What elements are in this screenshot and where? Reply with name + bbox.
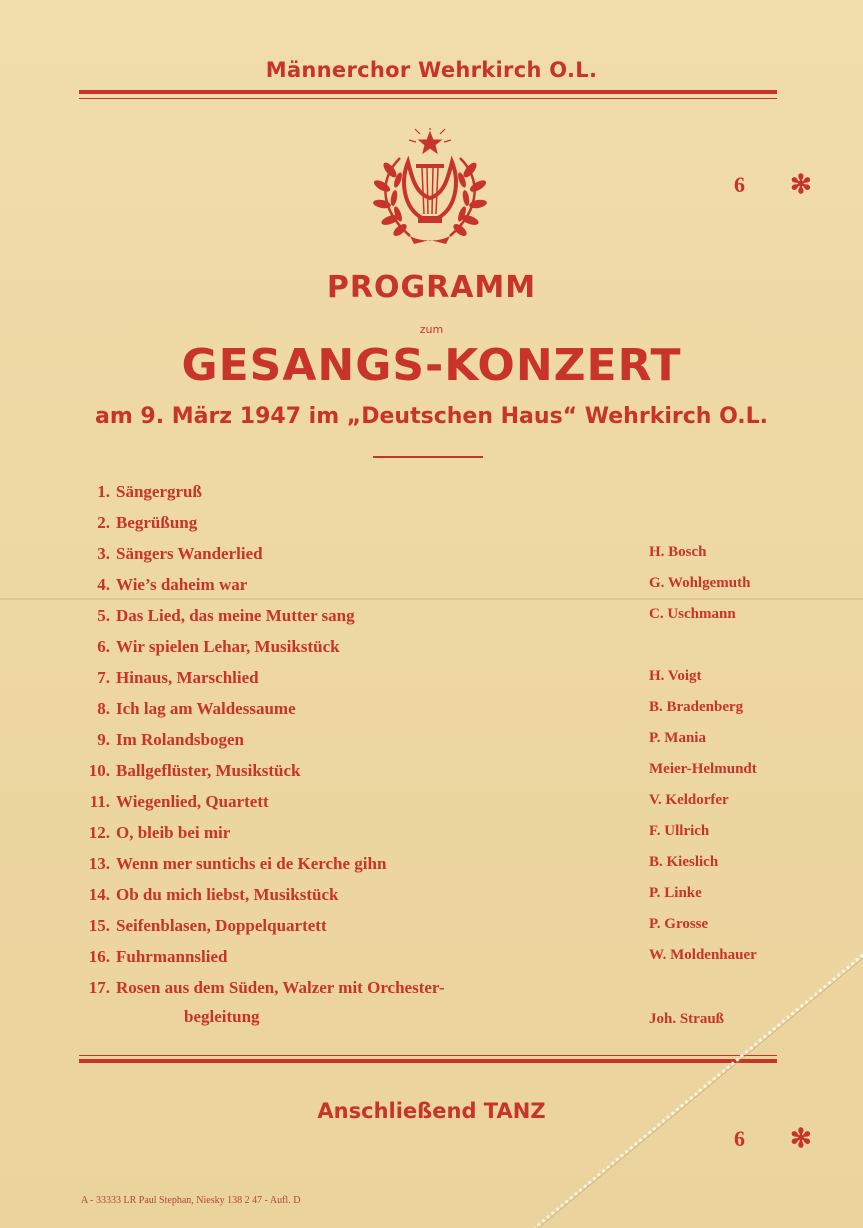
item-title: Rosen aus dem Süden, Walzer mit Orchester-: [116, 978, 445, 997]
item-composer: C. Uschmann: [649, 606, 736, 622]
item-composer: F. Ullrich: [649, 823, 710, 839]
item-composer: W. Moldenhauer: [649, 947, 757, 963]
item-title: Ob du mich liebst, Musikstück: [116, 885, 339, 904]
item-number: 16.: [88, 947, 110, 966]
item-title: Ich lag am Waldessaume: [116, 699, 296, 718]
item-title: Wir spielen Lehar, Musikstück: [116, 637, 340, 656]
item-composer: B. Bradenberg: [649, 699, 744, 715]
item-number: 17.: [88, 978, 110, 997]
date-line: am 9. März 1947 im „Deutschen Haus“ Wehrkirch O.L.: [94, 404, 769, 429]
item-composer: H. Voigt: [649, 668, 702, 684]
item-number: 10.: [88, 761, 110, 780]
page-number-bottom: 6: [734, 1126, 745, 1151]
item-title: Wie’s daheim war: [116, 575, 248, 594]
item-title: Begrüßung: [116, 513, 198, 532]
item-title: Hinaus, Marschlied: [116, 668, 259, 687]
item-composer: H. Bosch: [649, 544, 707, 560]
item-title: Sängers Wanderlied: [116, 544, 263, 563]
item-composer: G. Wohlgemuth: [649, 575, 751, 591]
item-number: 12.: [88, 823, 110, 842]
zum-label: zum: [419, 323, 444, 336]
item-title: Seifenblasen, Doppelquartett: [116, 916, 327, 935]
item-number: 6.: [97, 637, 110, 656]
item-composer: B. Kieslich: [649, 854, 719, 870]
item-composer: P. Mania: [649, 730, 706, 746]
item-composer: Meier-Helmundt: [649, 761, 757, 777]
item-number: 15.: [88, 916, 110, 935]
item-composer: P. Linke: [649, 885, 702, 901]
asterisk-icon: ✻: [790, 1124, 812, 1153]
programm-heading: PROGRAMM: [326, 270, 537, 305]
printer-imprint: A - 33333 LR Paul Stephan, Niesky 138 2 47 - Aufl. D: [81, 1195, 301, 1206]
club-name: Männerchor Wehrkirch O.L.: [265, 58, 598, 82]
item-number: 9.: [97, 730, 110, 749]
item-title: Fuhrmannslied: [116, 947, 228, 966]
item-composer: P. Grosse: [649, 916, 709, 932]
item-number: 3.: [97, 544, 110, 563]
item-composer: Joh. Strauß: [649, 1011, 725, 1027]
item-number: 7.: [97, 668, 110, 687]
item-number: 2.: [97, 513, 110, 532]
item-number: 4.: [97, 575, 110, 594]
asterisk-icon: ✻: [790, 170, 812, 199]
page-number-top: 6: [734, 172, 745, 197]
item-title: Ballgeflüster, Musikstück: [116, 761, 301, 780]
item-title: Das Lied, das meine Mutter sang: [116, 606, 355, 625]
item-title-continuation: begleitung: [184, 1007, 260, 1026]
item-title: Wenn mer suntichs ei de Kerche gihn: [116, 854, 387, 873]
item-number: 5.: [97, 606, 110, 625]
item-number: 13.: [88, 854, 110, 873]
item-number: 1.: [97, 482, 110, 501]
dance-announcement: Anschließend TANZ: [317, 1099, 546, 1123]
item-title: Im Rolandsbogen: [116, 730, 245, 749]
event-title: GESANGS-KONZERT: [181, 340, 682, 391]
item-number: 14.: [88, 885, 110, 904]
item-number: 11.: [89, 792, 110, 811]
item-composer: V. Keldorfer: [649, 792, 729, 808]
item-title: O, bleib bei mir: [116, 823, 231, 842]
item-title: Wiegenlied, Quartett: [116, 792, 269, 811]
item-title: Sängergruß: [116, 482, 202, 501]
item-number: 8.: [97, 699, 110, 718]
